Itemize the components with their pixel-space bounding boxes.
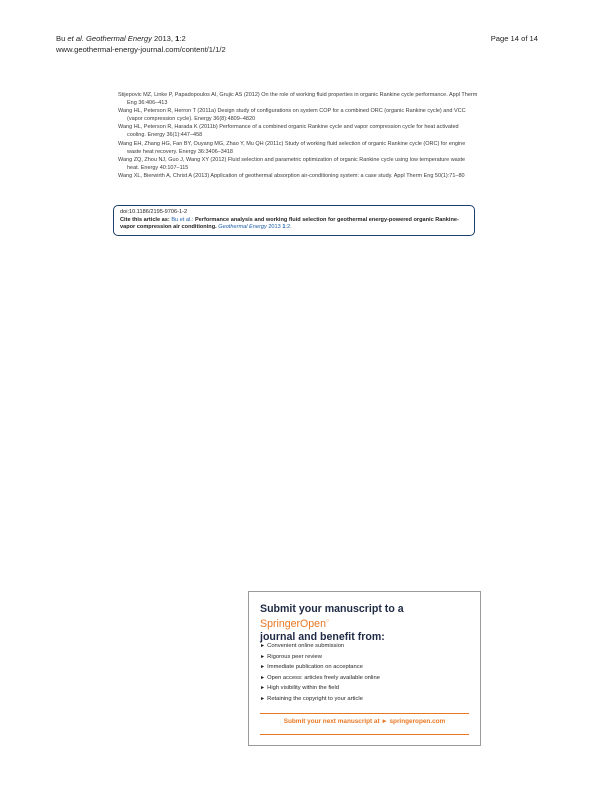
benefit-text: Retaining the copyright to your article <box>267 695 363 702</box>
promo-title-part2: journal and benefit from: <box>260 630 385 643</box>
arrow-icon: ► <box>260 653 266 660</box>
cite-title: Performance analysis and working fluid selection for geothermal energy-powered organic Rankine-vapor compression air conditioning. <box>120 216 459 231</box>
header-volume: 1 <box>175 34 180 43</box>
benefit-item <box>260 673 380 684</box>
arrow-icon: ► <box>260 685 266 692</box>
benefit-text: Immediate publication on acceptance <box>267 664 363 671</box>
header-author: Bu <box>56 34 66 43</box>
reference-item: Stijepovic MZ, Linke P, Papadopoulos AI, Grujic AS (2012) On the role of working fluid properties in organic Rankine cycle performance. Appl Therm Eng 36:406–413 <box>118 92 478 107</box>
arrow-icon: ► <box>260 674 266 681</box>
citation-line <box>56 33 226 44</box>
springer-horse-icon: ○ <box>325 618 329 625</box>
header-article: :2 <box>179 34 186 43</box>
benefit-item <box>260 694 380 705</box>
reference-item: Wang HL, Peterson R, Herron T (2011a) Design study of configurations on system COP for a combined ORC (organic Rankine cycle) and VCC (vapor compression cycle). Energy 36(8):4809–4820 <box>118 108 466 123</box>
cite-label: Cite this article as: <box>120 216 170 223</box>
promo-title <box>260 603 475 643</box>
page-number: Page 14 of 14 <box>490 34 538 43</box>
benefit-list <box>260 641 380 705</box>
header-year: 2013, <box>154 34 174 43</box>
cite-journal: Geothermal Energy <box>218 224 267 231</box>
benefit-item <box>260 641 380 652</box>
reference-item: Wang XL, Bierwirth A, Christ A (2013) Application of geothermal absorption air-conditioning system: a case study. Appl Therm Eng 50(1):71–80 <box>118 172 465 179</box>
journal-url-link[interactable]: www.geothermal-energy-journal.com/content/1/1/2 <box>56 45 226 54</box>
cite-authors: Bu et al.: <box>171 216 194 223</box>
benefit-item <box>260 662 380 673</box>
springeropen-logo <box>260 618 329 630</box>
benefit-text: Convenient online submission <box>267 643 345 649</box>
benefit-item <box>260 652 380 663</box>
reference-list <box>118 91 478 180</box>
springeropen-promo-box <box>248 591 481 746</box>
promo-title-part1: Submit your manuscript to a <box>260 603 404 615</box>
arrow-icon: ► <box>260 695 266 702</box>
benefit-text: High visibility within the field <box>267 685 339 692</box>
cite-volume: 1 <box>282 224 286 231</box>
cite-text <box>120 217 468 232</box>
reference-item: Wang EH, Zhang HG, Fan BY, Ouyang MG, Zhao Y, Mu QH (2011c) Study of working fluid selection of organic Rankine cycle (ORC) for engine waste heat recovery. Energy 36:3406–3418 <box>118 140 466 155</box>
benefit-item <box>260 683 380 694</box>
header-etal: et al. <box>67 34 84 43</box>
cite-article: :2. <box>285 224 292 231</box>
running-header <box>56 33 226 55</box>
arrow-icon: ► <box>260 664 266 671</box>
reference-item: Wang ZQ, Zhou NJ, Guo J, Wang XY (2012) Fluid selection and parametric optimization of organic Rankine cycle using low temperature waste heat. Energy 40:107–115 <box>118 156 466 171</box>
doi-link[interactable]: doi:10.1186/2195-9706-1-2 <box>120 209 188 215</box>
citation-box <box>113 205 475 236</box>
divider <box>260 734 469 735</box>
cite-year: 2013 <box>268 224 281 231</box>
reference-item: Wang HL, Peterson R, Harada K (2011b) Performance of a combined organic Rankine cycle and vapor compression cycle for heat activated cooling. Energy 36(1):447–458 <box>118 124 459 139</box>
submit-manuscript-link[interactable]: Submit your next manuscript at ► springeropen.com <box>283 718 446 725</box>
benefit-text: Open access: articles freely available online <box>267 674 380 681</box>
arrow-icon: ► <box>260 643 266 649</box>
divider <box>260 713 469 714</box>
benefit-text: Rigorous peer review <box>267 653 322 660</box>
springeropen-logo-text: SpringerOpen <box>260 618 326 631</box>
header-journal: Geothermal Energy <box>86 34 152 43</box>
